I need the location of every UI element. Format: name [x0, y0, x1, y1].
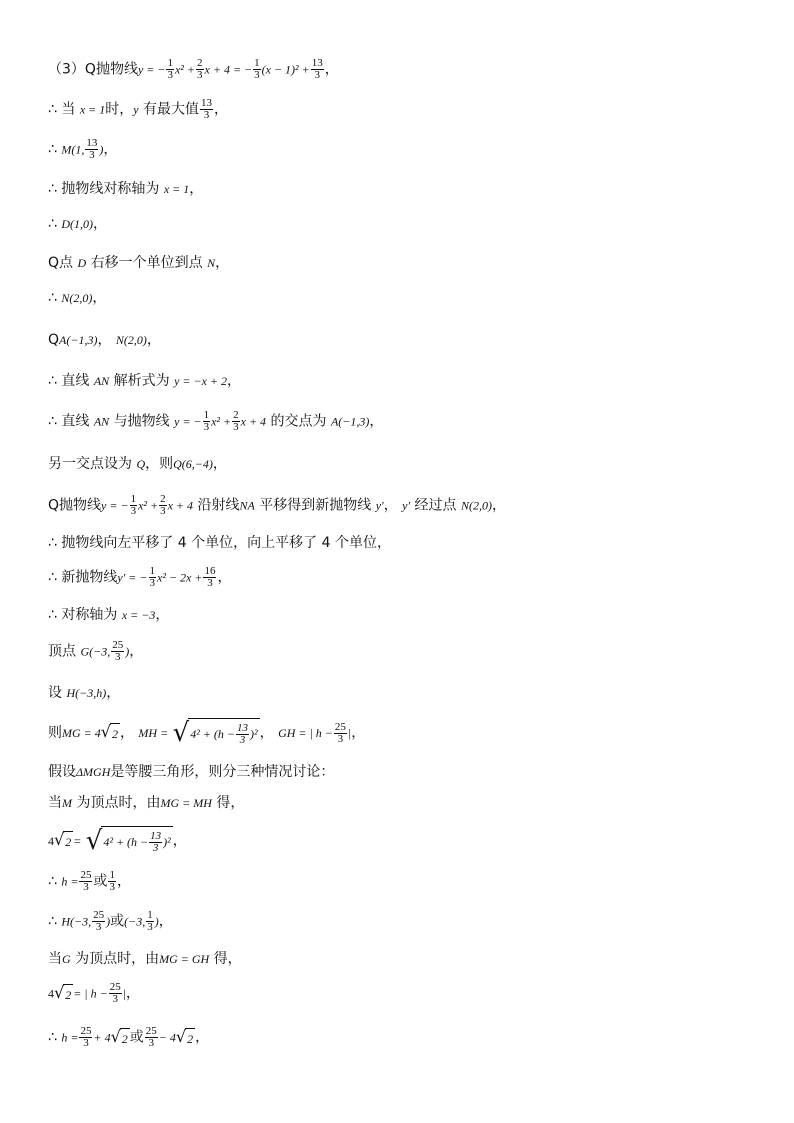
- math: ): [125, 644, 130, 659]
- text: 得，: [213, 951, 242, 967]
- line-7: [48, 289, 106, 307]
- text: 或: [110, 913, 125, 930]
- punct: ，: [116, 873, 131, 890]
- denominator: 3: [130, 505, 137, 517]
- sqrt: [111, 1028, 130, 1048]
- numerator: 1: [109, 869, 115, 881]
- math: 4: [48, 986, 54, 1001]
- math: y = −: [174, 414, 202, 429]
- line-11: [48, 455, 227, 473]
- line-17: [48, 684, 120, 702]
- punct: ，: [369, 413, 384, 430]
- punct: ，: [189, 181, 204, 197]
- radicand: 2: [120, 1028, 130, 1048]
- fraction: [85, 138, 98, 161]
- radical-sign: √: [175, 1026, 187, 1046]
- radicand: 2: [63, 984, 73, 1004]
- math: + 4: [93, 1030, 111, 1045]
- math: MG = MH: [160, 796, 212, 810]
- math: − 4: [158, 1030, 176, 1045]
- punct: ，: [227, 373, 242, 389]
- math: G(−3,: [80, 644, 111, 659]
- therefore-symbol: ∴: [48, 1029, 57, 1046]
- math: (−3,: [124, 914, 146, 929]
- math: N(2,0): [461, 498, 492, 513]
- radicand: [188, 718, 259, 748]
- text: 是等腰三角形，则分三种情况讨论：: [110, 764, 335, 780]
- math: x² − 2x +: [157, 570, 203, 585]
- fraction: [232, 410, 240, 433]
- math: x = −3: [121, 608, 156, 622]
- math: 4: [48, 834, 54, 848]
- math: A(−1,3): [59, 333, 98, 347]
- punct: ，: [93, 216, 108, 232]
- sqrt: [86, 826, 173, 856]
- numerator: 1: [203, 409, 210, 421]
- denominator: 3: [149, 577, 156, 589]
- text: Q: [48, 332, 60, 348]
- math: AN: [93, 414, 110, 429]
- text: 经过点: [414, 497, 457, 514]
- numerator: 25: [80, 869, 92, 881]
- numerator: 1: [149, 565, 156, 577]
- numerator: 13: [237, 721, 249, 734]
- math: x = 1: [79, 102, 106, 117]
- line-14: [48, 566, 231, 589]
- math: y = −x + 2: [174, 374, 228, 388]
- text: 沿射线: [197, 497, 240, 514]
- text: ∴ 直线: [48, 373, 90, 389]
- text: 则: [48, 725, 62, 741]
- text: 与抛物线: [113, 413, 170, 430]
- math: )²: [250, 727, 258, 741]
- fraction: [79, 1026, 92, 1049]
- math: x + 4: [167, 498, 194, 513]
- text: 右移一个单位到点: [90, 255, 203, 271]
- punct: ，: [214, 101, 229, 118]
- numerator: 2: [160, 493, 166, 505]
- numerator: 16: [204, 565, 216, 577]
- text: 解析式为: [113, 373, 170, 389]
- numerator: 13: [86, 137, 98, 149]
- denominator: 3: [83, 881, 89, 893]
- text: 假设: [48, 764, 76, 780]
- therefore-symbol: ∴: [48, 873, 57, 890]
- denominator: 3: [109, 881, 115, 893]
- fraction: [92, 910, 105, 933]
- text: ∴ 抛物线向左平移了 4 个单位，向上平移了 4 个单位，: [48, 535, 391, 551]
- sqrt: [54, 831, 73, 851]
- math: A(−1,3): [330, 414, 370, 429]
- text: ∴ 新抛物线: [48, 569, 118, 586]
- radicand: 2: [63, 831, 73, 851]
- math: ): [106, 914, 111, 929]
- therefore-symbol: ∴: [48, 216, 57, 232]
- numerator: 13: [201, 97, 213, 109]
- denominator: 3: [167, 69, 173, 81]
- fraction: [149, 566, 157, 589]
- text: ∴ 抛物线对称轴为: [48, 181, 160, 197]
- line-16: [48, 640, 143, 663]
- numerator: 25: [334, 720, 346, 733]
- radical-sign: √: [54, 830, 65, 849]
- line-18: [48, 718, 365, 748]
- line-19: [48, 763, 334, 781]
- text: 当: [48, 951, 62, 967]
- line-24: [48, 950, 242, 968]
- fraction: [203, 410, 211, 433]
- fraction: [130, 494, 138, 517]
- fraction: [145, 1026, 158, 1049]
- fraction: [111, 640, 124, 663]
- fraction: [203, 566, 216, 589]
- therefore-symbol: ∴: [48, 141, 57, 158]
- fraction: [166, 58, 174, 81]
- radical-sign: √: [172, 718, 190, 748]
- line-2: [48, 98, 228, 121]
- denominator: 3: [89, 149, 95, 161]
- text: 平移得到新抛物线: [259, 497, 372, 514]
- numerator: 1: [147, 909, 153, 921]
- punct: ，: [217, 569, 232, 586]
- text: ∴ 当: [48, 101, 76, 118]
- sqrt: [101, 723, 120, 743]
- text: ∴ 对称轴为: [48, 607, 118, 623]
- line-21: [48, 826, 187, 856]
- therefore-symbol: ∴: [48, 913, 57, 930]
- punct: ，: [215, 255, 230, 271]
- sqrt: [173, 718, 260, 748]
- math: NA: [239, 498, 255, 513]
- math: x² +: [138, 498, 159, 513]
- math: x = 1: [163, 182, 190, 196]
- numerator: 25: [93, 909, 105, 921]
- text: 时，: [105, 101, 134, 118]
- text: 为顶点时，由: [75, 951, 160, 967]
- punct: ，: [259, 725, 274, 741]
- math: H(−3,: [61, 914, 92, 929]
- math: ΔMGH: [76, 765, 111, 779]
- line-13: [48, 534, 391, 552]
- math: y = −: [137, 62, 166, 77]
- numerator: 25: [112, 639, 124, 651]
- denominator: 3: [148, 1037, 155, 1049]
- punct: ，: [97, 332, 112, 348]
- punct: ，: [324, 61, 339, 78]
- fraction: [311, 58, 324, 81]
- math: MG = 4: [62, 726, 101, 740]
- numerator: 25: [109, 981, 121, 993]
- math: |: [347, 726, 352, 740]
- denominator: 3: [197, 69, 203, 81]
- denominator: 3: [337, 732, 344, 745]
- sqrt: [176, 1028, 195, 1048]
- math: MG = GH: [159, 952, 210, 966]
- math: |: [122, 986, 127, 1001]
- fraction: [236, 723, 249, 746]
- math: y = −: [101, 498, 129, 513]
- fraction: [334, 722, 347, 745]
- text: 顶点: [48, 643, 76, 660]
- line-9: [48, 372, 241, 390]
- line-26: [48, 1026, 209, 1049]
- fraction: [159, 494, 167, 517]
- line-6: [48, 254, 229, 272]
- math: h =: [61, 874, 79, 889]
- denominator: 3: [160, 505, 166, 517]
- math: Q(6,−4): [173, 457, 213, 471]
- punct: ，: [129, 643, 144, 660]
- math: M: [62, 796, 72, 810]
- radical-sign: √: [85, 826, 103, 856]
- text: 或: [93, 873, 108, 890]
- denominator: 3: [239, 733, 246, 746]
- text: Q点: [48, 255, 74, 271]
- text: 另一交点设为: [48, 456, 132, 472]
- fraction: [109, 982, 122, 1005]
- math: ): [99, 142, 104, 157]
- denominator: 3: [203, 421, 210, 433]
- denominator: 3: [152, 841, 159, 854]
- punct: ，: [103, 141, 118, 158]
- denominator: 3: [207, 577, 213, 589]
- numerator: 13: [311, 57, 323, 69]
- punct: ，: [195, 1029, 210, 1046]
- line-23: [48, 910, 173, 933]
- part-label: （3）: [48, 61, 85, 78]
- denominator: 3: [233, 421, 239, 433]
- math: D: [77, 256, 87, 270]
- text: 有最大值: [143, 101, 200, 118]
- radicand: 2: [185, 1028, 195, 1048]
- line-22: [48, 870, 131, 893]
- math: = | h −: [73, 986, 108, 1001]
- radical-sign: √: [110, 1026, 121, 1046]
- text: 当: [48, 795, 62, 811]
- punct: ，: [126, 985, 141, 1002]
- fraction: [196, 58, 204, 81]
- denominator: 3: [95, 921, 102, 933]
- denominator: 3: [254, 69, 260, 81]
- punct: ，: [146, 332, 161, 348]
- math: N(2,0): [61, 291, 93, 305]
- math: y′: [375, 498, 384, 513]
- line-3: [48, 138, 117, 161]
- math: x + 4: [240, 414, 267, 429]
- math: G: [62, 952, 71, 966]
- math: y′: [402, 498, 411, 513]
- text: 为顶点时，由: [76, 795, 161, 811]
- text: Q抛物线: [48, 497, 102, 514]
- fraction: [79, 870, 92, 893]
- sqrt: [54, 984, 73, 1004]
- line-20: [48, 794, 244, 812]
- line-10: [48, 410, 383, 433]
- fraction: [146, 910, 154, 933]
- denominator: 3: [203, 109, 210, 121]
- numerator: 2: [233, 409, 239, 421]
- math: =: [73, 834, 82, 848]
- math: Q: [136, 457, 146, 471]
- math: (x − 1)² +: [261, 62, 310, 77]
- text: 设: [48, 685, 62, 701]
- punct: ，: [92, 290, 107, 306]
- line-1: [48, 58, 339, 81]
- math: AN: [93, 374, 110, 388]
- punct: ，: [155, 607, 170, 623]
- math: x² +: [174, 62, 196, 77]
- fraction: [108, 870, 116, 893]
- numerator: 13: [150, 829, 162, 842]
- punct: ，: [172, 833, 187, 849]
- line-15: [48, 606, 169, 624]
- numerator: 25: [80, 1025, 92, 1037]
- denominator: 3: [114, 651, 121, 663]
- fraction: [200, 98, 213, 121]
- punct: ，: [119, 725, 134, 741]
- math: x² +: [211, 414, 232, 429]
- radicand: 2: [110, 723, 120, 743]
- line-12: [48, 494, 506, 517]
- math: N(2,0): [115, 333, 147, 347]
- math: ): [154, 914, 159, 929]
- math: N: [207, 256, 216, 270]
- text: ，则: [145, 456, 174, 472]
- punct: ，: [158, 913, 173, 930]
- math: GH = | h −: [278, 726, 333, 740]
- denominator: 3: [112, 993, 118, 1005]
- math: 4² + (h −: [190, 727, 236, 741]
- punct: ，: [383, 497, 398, 514]
- text: ∴ 直线: [48, 413, 90, 430]
- fraction: [253, 58, 261, 81]
- punct: ，: [106, 685, 121, 701]
- radical-sign: √: [54, 982, 65, 1002]
- radical-sign: √: [100, 722, 111, 741]
- denominator: 3: [147, 921, 153, 933]
- denominator: 3: [83, 1037, 89, 1049]
- radicand: [101, 826, 172, 856]
- fraction: [149, 831, 162, 854]
- numerator: 2: [197, 57, 203, 69]
- math: 4² + (h −: [103, 835, 149, 849]
- line-4: [48, 180, 203, 198]
- math: y′ = −: [117, 570, 148, 585]
- text: 得，: [216, 795, 245, 811]
- line-25: [48, 982, 140, 1005]
- math: x + 4 = −: [204, 62, 253, 77]
- math: H(−3,h): [66, 686, 107, 700]
- math: MH =: [138, 726, 169, 740]
- numerator: 25: [145, 1025, 157, 1037]
- text: 或: [129, 1029, 144, 1046]
- math: )²: [163, 835, 171, 849]
- text: 的交点为: [270, 413, 327, 430]
- punct: ，: [212, 456, 227, 472]
- denominator: 3: [314, 69, 321, 81]
- math: y: [133, 102, 139, 117]
- numerator: 1: [130, 493, 137, 505]
- line-5: [48, 215, 107, 233]
- therefore-symbol: ∴: [48, 290, 57, 306]
- math: h =: [61, 1030, 79, 1045]
- numerator: 1: [254, 57, 260, 69]
- line-8: [48, 331, 161, 349]
- math: D(1,0): [61, 217, 94, 231]
- math: M(1,: [61, 142, 85, 157]
- numerator: 1: [167, 57, 173, 69]
- punct: ，: [492, 497, 506, 514]
- punct: ，: [351, 725, 366, 741]
- text: Q抛物线: [84, 61, 138, 78]
